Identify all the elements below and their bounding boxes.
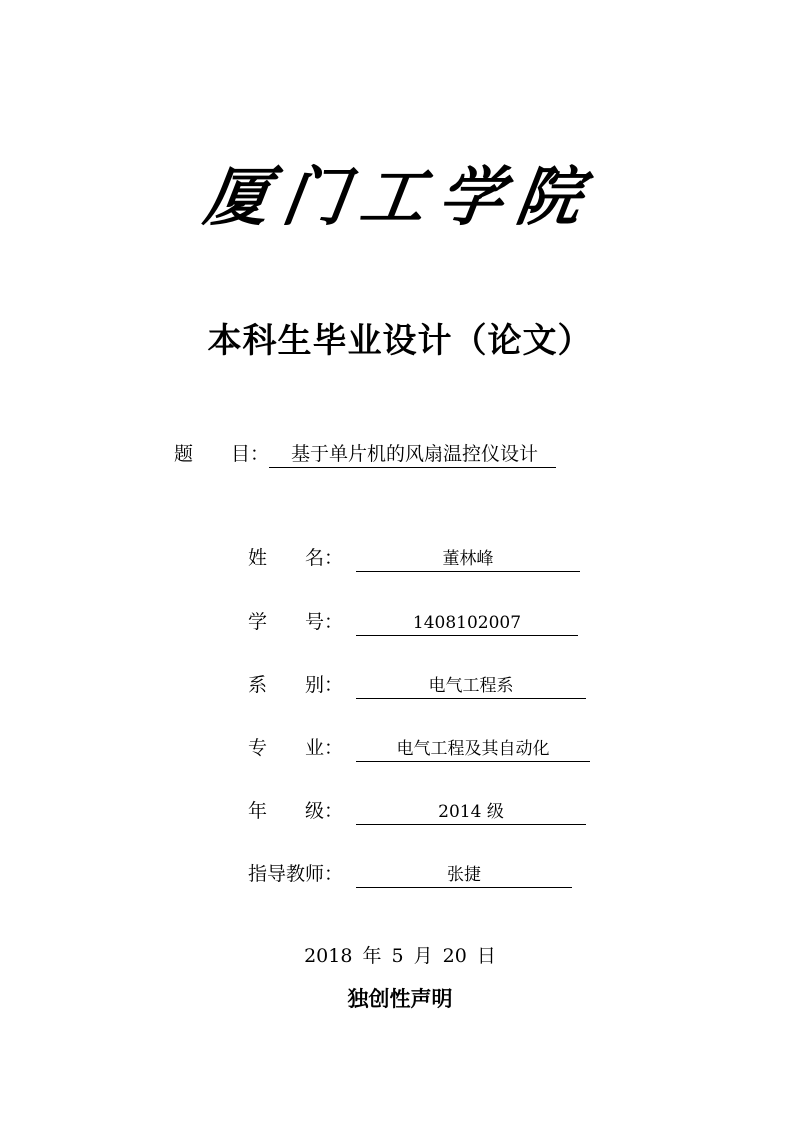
field-value: 张捷 — [356, 863, 572, 888]
field-value: 董林峰 — [356, 547, 580, 572]
declaration-title: 独创性声明 — [347, 987, 453, 1011]
document-type: 本科生毕业设计（论文） — [207, 321, 593, 361]
topic-row — [174, 440, 556, 470]
field-value: 电气工程系 — [356, 674, 586, 699]
field-value: 2014 级 — [356, 800, 586, 825]
field-row-name — [248, 544, 580, 574]
field-label: 姓 名： — [248, 547, 344, 569]
field-label: 专 业： — [248, 737, 344, 759]
field-row-advisor — [248, 860, 572, 890]
field-label: 学 号： — [248, 611, 344, 633]
field-label: 系 别： — [248, 674, 344, 696]
field-row-student-id — [248, 608, 578, 638]
field-row-major — [248, 734, 590, 764]
field-row-department — [248, 671, 586, 701]
topic-value: 基于单片机的风扇温控仪设计 — [269, 441, 556, 468]
school-name: 厦门工学院 — [199, 160, 601, 235]
field-value: 电气工程及其自动化 — [356, 737, 590, 762]
topic-label: 题 目： — [174, 443, 270, 465]
field-row-grade — [248, 797, 586, 827]
field-label: 指导教师： — [248, 863, 344, 885]
field-value: 1408102007 — [356, 611, 578, 636]
submission-date: 2018 年 5 月 20 日 — [304, 945, 496, 967]
field-label: 年 级： — [248, 800, 344, 822]
